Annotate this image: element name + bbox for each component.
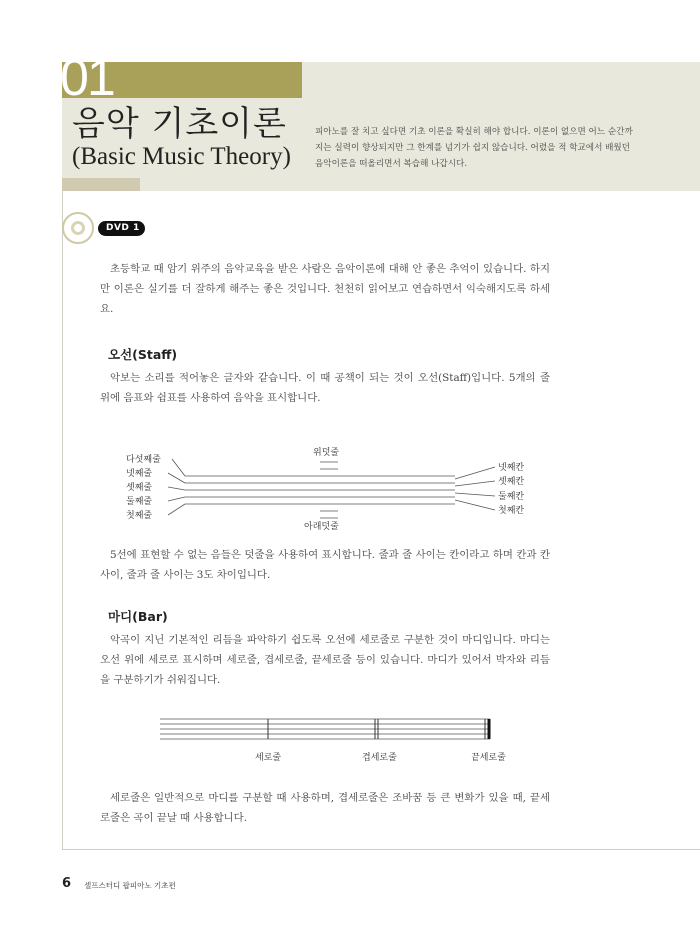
staff-label-line-4: 넷째줄 [126, 469, 153, 479]
book-title: 셀프스터디 팝피아노 기초편 [84, 881, 176, 890]
chapter-title-english: (Basic Music Theory) [72, 143, 291, 170]
staff-label-space-2: 둘째칸 [498, 492, 525, 502]
final-barline-thick [488, 719, 491, 739]
staff-label-space-1: 첫째칸 [498, 506, 525, 516]
barline-paragraph: 세로줄은 일반적으로 마디를 구분할 때 사용하며, 겹세로줄은 조바꿈 등 큰 변화가 있을 때, 끝세로줄은 곡이 끝날 때 사용합니다. [100, 792, 550, 824]
staff-label-line-5: 다섯째줄 [126, 455, 161, 465]
staff-label-line-1: 첫째줄 [126, 511, 153, 521]
staff-label-line-2: 둘째줄 [126, 497, 153, 507]
ledger-paragraph: 5선에 표현할 수 없는 음들은 덧줄을 사용하여 표시합니다. 줄과 줄 사이는 칸이라고 하며 칸과 칸 사이, 줄과 줄 사이는 3도 차이입니다. [100, 549, 550, 581]
section-heading-staff: 오선(Staff) [108, 347, 178, 362]
staff-label-line-3: 셋째줄 [126, 483, 153, 493]
chapter-intro: 피아노를 잘 치고 싶다면 기초 이론을 확실히 해야 합니다. 이론이 없으면 어느 순간까지는 실력이 향상되지만 그 한계를 넘기가 쉽지 않습니다. 어렸을 적 학교에서 배웠던 음악이론을 떠올리면서 복습해 나갑시다. [315, 127, 633, 169]
staff-label-space-4: 넷째칸 [498, 463, 525, 473]
staff-paragraph: 악보는 소리를 적어놓은 글자와 같습니다. 이 때 공책이 되는 것이 오선(Staff)입니다. 5개의 줄 위에 음표와 쉼표를 사용하여 음악을 표시합니다. [100, 372, 550, 404]
single-barline-label: 세로줄 [255, 753, 282, 763]
final-barline-label: 끝세로줄 [471, 753, 506, 763]
intro-paragraph: 초등학교 때 암기 위주의 음악교육을 받은 사람은 음악이론에 대해 안 좋은 추억이 있습니다. 하지만 이론은 실기를 더 잘하게 해주는 좋은 것입니다. 천천히 읽어보고 연습하면서 익숙해지도록 하세요. [100, 263, 550, 315]
staff-label-space-3: 셋째칸 [498, 477, 525, 487]
chapter-number: 01 [60, 49, 114, 107]
page-number: 6 [62, 876, 72, 891]
ledger-below-label: 아래덧줄 [304, 522, 339, 532]
chapter-title-korean: 음악 기초이론 [72, 104, 287, 144]
bar-paragraph: 악곡이 지닌 기본적인 리듬을 파악하기 쉽도록 오선에 세로줄로 구분한 것이 마디입니다. 마디는 오선 위에 세로로 표시하며 세로줄, 겹세로줄, 끝세로줄 등이 있습니다. 마디가 있어서 박자와 리듬을 구분하기가 쉬워집니다. [100, 634, 550, 686]
dvd-label: DVD 1 [98, 221, 145, 236]
section-heading-bar: 마디(Bar) [108, 609, 168, 624]
ledger-above-label: 위덧줄 [313, 448, 340, 458]
double-barline-label: 겹세로줄 [362, 753, 397, 763]
